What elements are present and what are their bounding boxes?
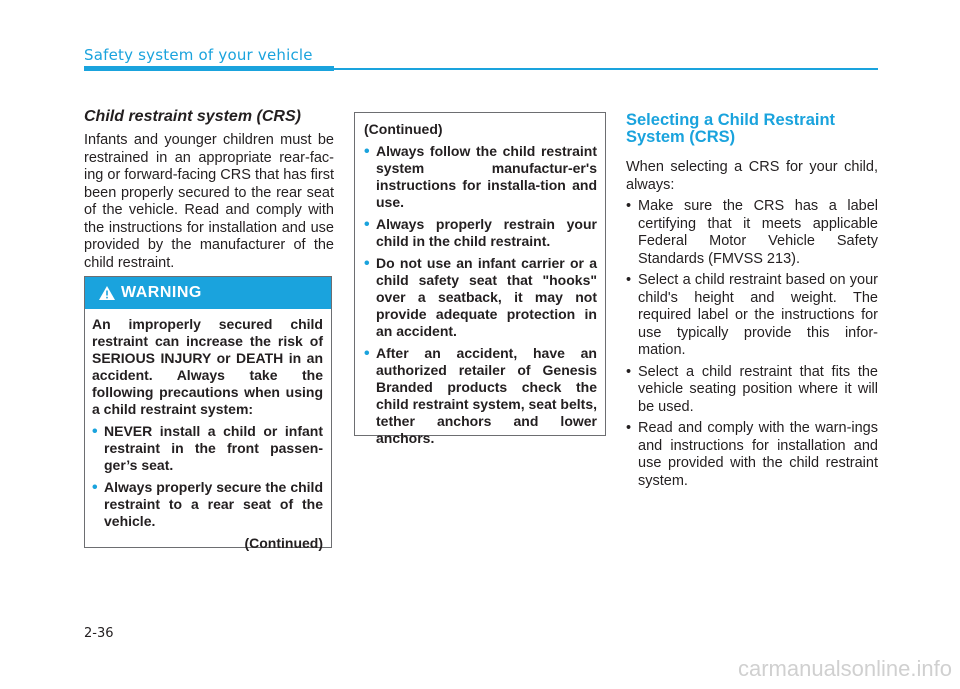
bullet-dot-icon: • — [364, 345, 370, 362]
crs-heading: Child restraint system (CRS) — [84, 108, 301, 125]
selecting-bullet — [626, 198, 878, 268]
continued-bullet-text: Do not use an infant carrier or a child safety seat that "hooks" over a seatback, it may not provide adequate protection in an accident. — [376, 255, 597, 339]
selecting-bullet-text: Read and comply with the warn-ings and instructions for installation and use provided with the child restraint system. — [638, 420, 878, 489]
watermark-text: carmanualsonline.info — [737, 656, 952, 681]
warning-bullet — [92, 479, 323, 530]
continued-bullet — [364, 345, 597, 447]
bullet-dot-icon: • — [626, 363, 632, 380]
header-rule-thick — [84, 66, 334, 71]
continued-bullet — [364, 255, 597, 340]
section-header-title: Safety system of your vehicle — [84, 46, 313, 64]
bullet-dot-icon: • — [626, 272, 632, 288]
continued-bullet-text: Always follow the child restraint system manufactur-er's instructions for installa-tion and use. — [376, 143, 597, 210]
page-number: 2-36 — [84, 626, 114, 641]
warning-triangle-icon — [99, 286, 115, 300]
warning-continued: (Continued) — [244, 535, 323, 551]
warning-box — [84, 276, 332, 551]
bullet-dot-icon: • — [92, 423, 98, 440]
selecting-crs-heading: Selecting a Child Restraint System (CRS) — [626, 111, 836, 146]
continued-bullet — [364, 143, 597, 211]
selecting-bullet-text: Make sure the CRS has a label certifying that it meets applicable Federal Motor Vehicle Safety Standards (FMVSS 213). — [638, 198, 878, 267]
warning-header — [85, 277, 331, 309]
left-column — [84, 108, 334, 272]
bullet-dot-icon: • — [364, 255, 370, 272]
bullet-dot-icon: • — [364, 216, 370, 233]
continued-warning-box — [354, 112, 606, 446]
bullet-dot-icon: • — [626, 420, 632, 436]
crs-paragraph: Infants and younger children must be restrained in an appropriate rear-fac-ing or forward-facing CRS that has first been properly secured to the rear seat of the vehicle. Read and comply with the instructions for installation and use provided by the manufacturer of the child restraint. — [84, 132, 334, 271]
selecting-bullet-text: Select a child restraint that fits the vehicle seating position where it will be used. — [638, 363, 878, 415]
continued-bullet-text: After an accident, have an authorized retailer of Genesis Branded products check the child restraint system, seat belts, tether anchors and lower anchors. — [376, 345, 597, 446]
warning-intro: An improperly secured child restraint can increase the risk of SERIOUS INJURY or DEATH in an accident. Always take the following precautions when using a child restraint system: — [92, 316, 323, 417]
warning-bullet-text: Always properly secure the child restraint to a rear seat of the vehicle. — [104, 479, 323, 529]
continued-heading: (Continued) — [364, 121, 443, 137]
continued-bullet — [364, 216, 597, 250]
warning-bullet — [92, 423, 323, 474]
header-rule-thin — [334, 68, 878, 70]
selecting-bullet-text: Select a child restraint based on your child's height and weight. The required label or the instructions for use typically provide this infor-mation. — [638, 272, 878, 358]
continued-bullet-text: Always properly restrain your child in the child restraint. — [376, 216, 597, 249]
selecting-bullet — [626, 272, 878, 360]
warning-label: WARNING — [121, 284, 202, 301]
selecting-bullet — [626, 364, 878, 417]
bullet-dot-icon: • — [364, 143, 370, 160]
warning-bullet-text: NEVER install a child or infant restraint in the front passen-ger’s seat. — [104, 423, 323, 473]
bullet-dot-icon: • — [92, 479, 98, 496]
bullet-dot-icon: • — [626, 198, 632, 214]
selecting-bullet — [626, 420, 878, 490]
right-column — [626, 112, 878, 490]
selecting-intro: When selecting a CRS for your child, always: — [626, 159, 878, 193]
